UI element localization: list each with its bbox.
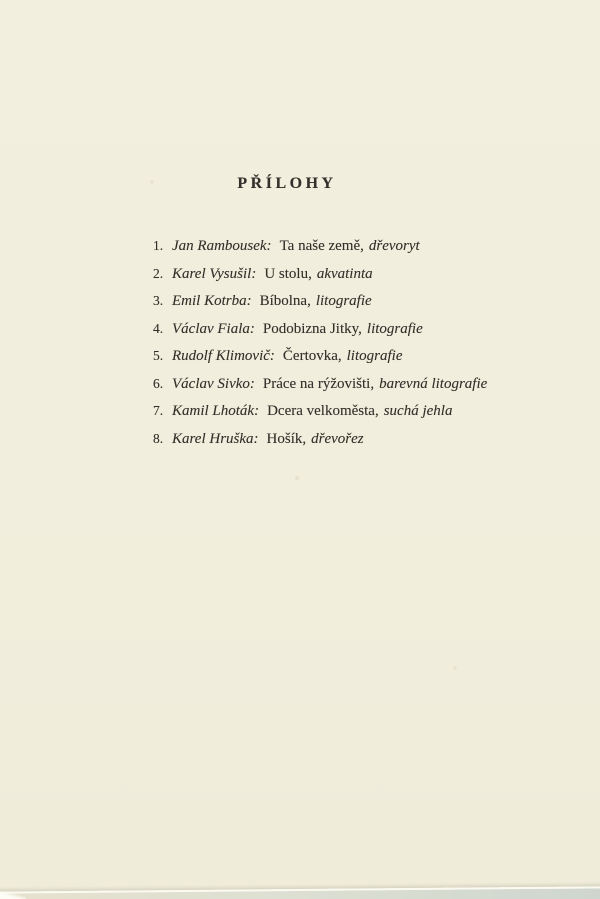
list-item [153,397,560,425]
plate-work-title: Hošík, [266,430,307,447]
plate-work-title: U stolu, [264,265,312,282]
plate-artist: Emil Kotrba: [172,293,252,309]
plate-technique: litografie [366,320,423,337]
page-bottom-left-corner [0,892,26,899]
plate-work-title: Práce na rýžovišti, [262,375,375,392]
plate-list [153,232,560,452]
plate-number: 1. [153,238,164,253]
plate-number: 7. [153,403,164,418]
plate-work-title: Ta naše země, [279,238,364,254]
plate-work-title: Čertovka, [282,348,342,364]
plate-artist: Václav Sivko: [172,375,255,392]
plate-number: 2. [153,265,164,281]
list-item [153,260,560,288]
list-item [153,342,560,370]
list-item [153,232,560,260]
list-item [153,287,560,315]
plate-technique: litografie [315,293,372,309]
plate-technique: litografie [346,348,403,364]
list-item [153,370,560,398]
plate-work-title: Bíbolna, [259,293,311,309]
plate-work-title: Podobizna Jitky, [262,320,362,337]
plate-artist: Kamil Lhoták: [172,403,260,419]
plate-artist: Karel Hruška: [172,430,259,447]
plate-technique: akvatinta [316,265,373,282]
plate-number: 8. [153,430,164,446]
plate-number: 4. [153,320,164,336]
page-bottom-edge [0,886,600,899]
plate-number: 6. [153,375,164,391]
plate-work-title: Dcera velkoměsta, [267,403,379,419]
plate-number: 3. [153,293,164,308]
plate-technique: dřevoryt [368,238,420,254]
plate-artist: Jan Rambousek: [172,238,272,254]
plate-artist: Karel Vysušil: [172,265,257,282]
plate-artist: Václav Fiala: [172,320,255,337]
plate-technique: barevná litografie [379,375,488,392]
page-title: PŘÍLOHY [237,175,337,192]
plate-number: 5. [153,348,164,363]
plate-technique: dřevořez [311,430,364,447]
plate-technique: suchá jehla [383,403,453,419]
list-item [153,315,560,343]
list-item [153,425,560,453]
plate-artist: Rudolf Klimovič: [172,348,275,364]
